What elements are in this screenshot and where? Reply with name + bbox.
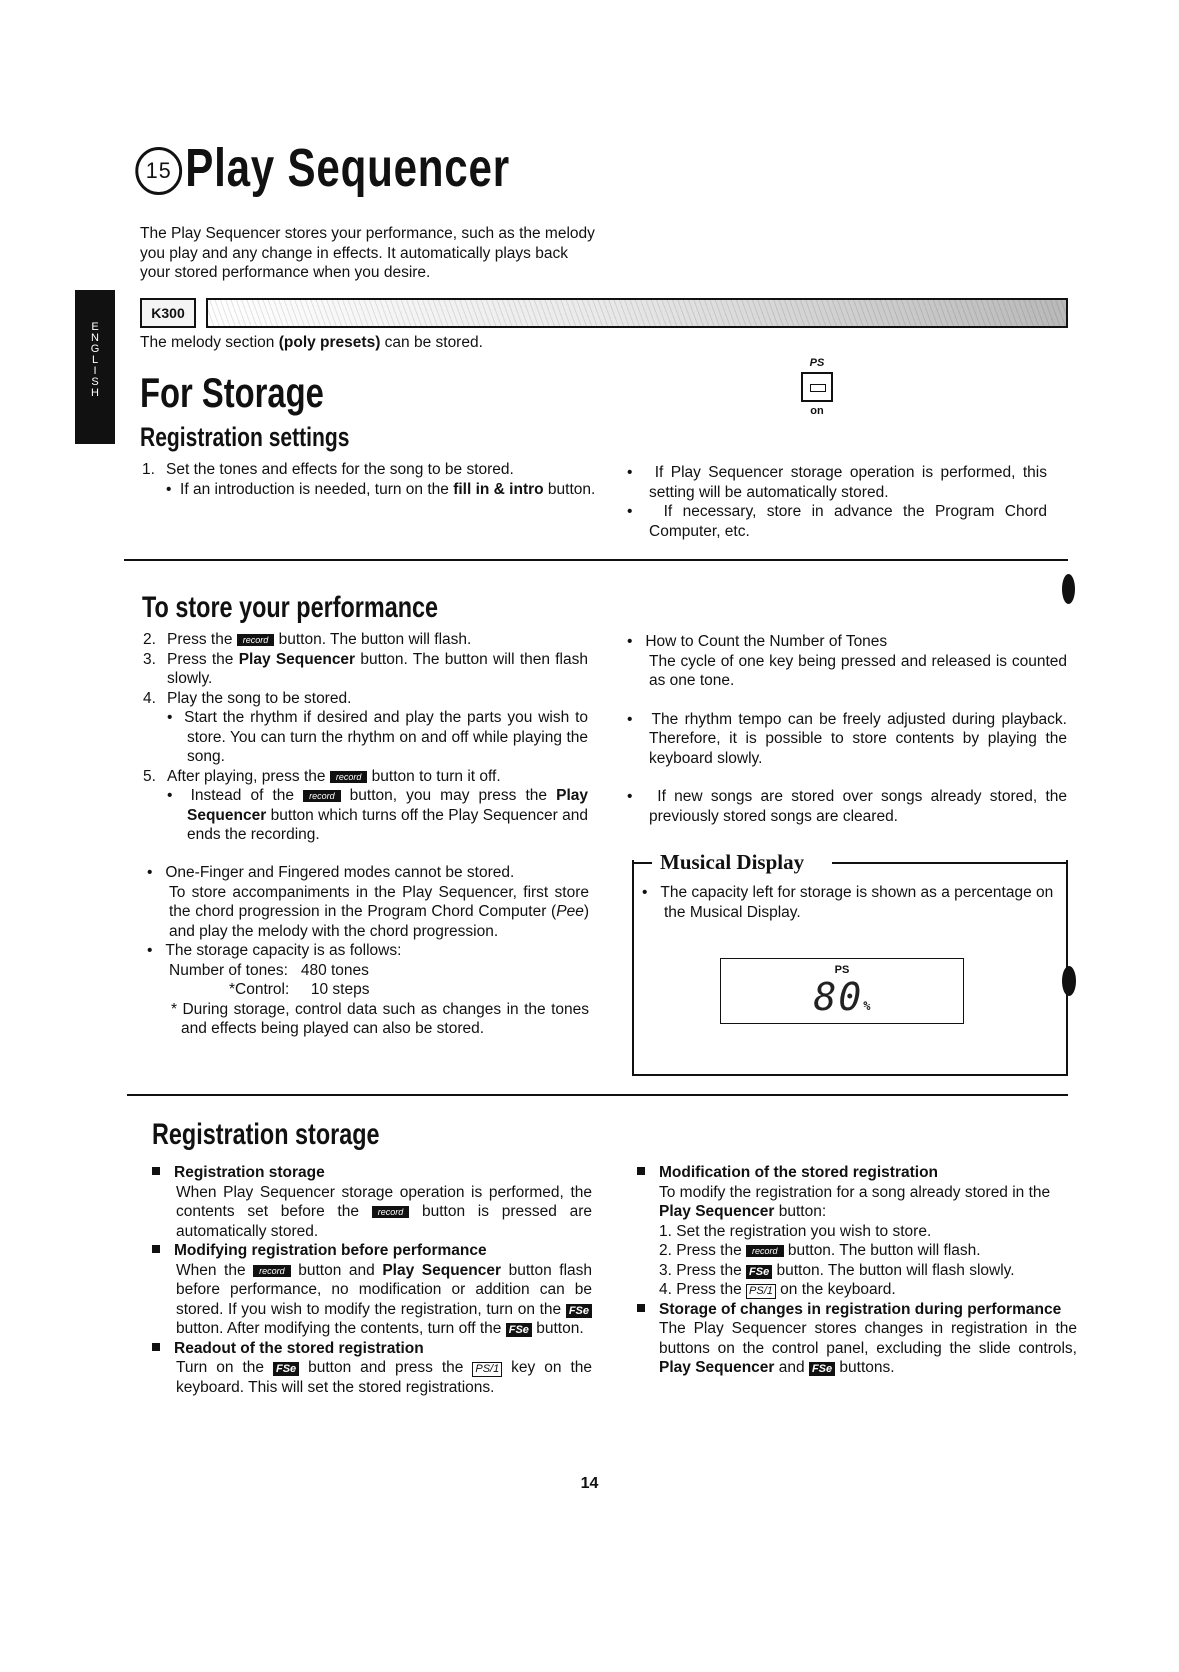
capacity-tones-value: 480 tones bbox=[300, 961, 369, 979]
language-letter: L bbox=[91, 354, 99, 366]
model-note: The melody section (poly presets) can be stored. bbox=[140, 334, 483, 351]
store-steps: 2. Press the record button. The button will flash. 3. Press the Play Sequencer button. The button will then flash slowly. 4. Play the song to be stored. • Start the rhythm if desired and play the parts you wish to store. You can turn the rhythm on and off while playing the song. 5. After playing, press the record button to turn it off. • Instead of the record button, you may press the Play Sequencer button which turns off the Play Sequencer and ends the recording. bbox=[143, 631, 588, 843]
bleed-mark bbox=[1062, 966, 1076, 996]
record-button-icon: record bbox=[303, 790, 341, 802]
language-letter: S bbox=[91, 376, 99, 388]
fs-button-icon: FSe bbox=[566, 1304, 592, 1318]
registration-storage-heading: Registration storage bbox=[152, 1118, 380, 1151]
record-button-icon: record bbox=[253, 1265, 291, 1277]
model-badge: K300 bbox=[140, 298, 196, 328]
ps-icon-label: PS bbox=[809, 357, 825, 369]
page-title bbox=[140, 138, 510, 198]
store-right-notes: • How to Count the Number of Tones The cycle of one key being pressed and released is counted as one tone. • The rhythm tempo can be freely adjusted during playback. Therefore, it is possible to store contents by playing the keyboard slowly. • If new songs are stored over songs already stored, the previously stored songs are cleared. bbox=[627, 633, 1067, 825]
musical-display-header bbox=[632, 852, 1068, 876]
ps-icon-state: on bbox=[810, 405, 824, 417]
language-tab bbox=[75, 290, 115, 444]
ps-key-icon: PS/1 bbox=[746, 1284, 776, 1299]
language-letter: H bbox=[91, 387, 99, 399]
record-button-icon: record bbox=[372, 1206, 410, 1218]
store-performance-heading: To store your performance bbox=[142, 591, 439, 624]
capacity-footnote: * During storage, control data such as changes in the tones and effects being played can also be stored. bbox=[171, 1000, 589, 1037]
record-button-icon: record bbox=[330, 771, 368, 783]
for-storage-steps: 1. Set the tones and effects for the song to be stored. • If an introduction is needed, turn on the fill in & intro button. bbox=[142, 461, 596, 498]
language-letter: N bbox=[91, 332, 99, 344]
capacity-control-label: *Control: bbox=[229, 981, 290, 998]
bleed-mark bbox=[1062, 574, 1075, 604]
for-storage-notes: • If Play Sequencer storage operation is performed, this setting will be automatically stored. • If necessary, store in advance the Program Chord Computer, etc. bbox=[627, 464, 1047, 540]
record-button-icon: record bbox=[237, 634, 275, 646]
language-letter: I bbox=[93, 365, 97, 377]
fs-button-icon: FSe bbox=[506, 1323, 532, 1337]
ps-key-icon: PS/1 bbox=[472, 1362, 502, 1377]
capacity-control-value: 10 steps bbox=[310, 981, 370, 998]
for-storage-heading: For Storage bbox=[140, 369, 324, 416]
storage-note: If Play Sequencer storage operation is performed, this setting will be automatically stored. bbox=[649, 464, 1047, 501]
lcd-value: 80 bbox=[813, 975, 864, 1019]
page-title-text: Play Sequencer bbox=[185, 138, 510, 198]
musical-display-text: • The capacity left for storage is shown as a percentage on the Musical Display. bbox=[642, 884, 1054, 921]
registration-settings-heading: Registration settings bbox=[140, 422, 350, 452]
lcd-display bbox=[720, 958, 964, 1024]
capacity-tones-label: Number of tones: bbox=[169, 961, 288, 979]
record-button-icon: record bbox=[746, 1245, 784, 1257]
intro-text: The Play Sequencer stores your performance, such as the melody you play and any change in effects. It automatically plays back your stored performance when you desire. bbox=[140, 225, 595, 281]
divider bbox=[127, 1094, 1068, 1096]
registration-left-column: Registration storage When Play Sequencer storage operation is performed, the contents set before the record button is pressed are automatically stored. Modifying registration before performance When the record button and Play Sequencer button flash before performance, no modification or addition can be stored. If you wish to modify the registration, turn on the FSe button. After modifying the contents, turn off the FSe button. Readout of the stored registration Turn on the FSe button and press the PS/1 key on the keyboard. This will set the stored registrations. bbox=[152, 1163, 592, 1397]
page-number: 14 bbox=[580, 1475, 599, 1492]
musical-display-title: Musical Display bbox=[654, 850, 810, 874]
registration-right-column: Modification of the stored registration To modify the registration for a song already stored in the Play Sequencer button: 1. Set the registration you wish to store. 2. Press the record button. The button will flash. 3. Press the FSe button. The button will flash slowly. 4. Press the PS/1 on the keyboard. Storage of changes in registration during performance The Play Sequencer stores changes in registration in the buttons on the control panel, excluding the slide controls, Play Sequencer and FSe buttons. bbox=[637, 1163, 1077, 1378]
store-notes: • One-Finger and Fingered modes cannot be stored. To store accompaniments in the Play Sequencer, first store the chord progression in the Program Chord Computer (Pee) and play the melody with the chord progression. • The storage capacity is as follows: Number of tones: 480 tones *Control: 10 steps * During storage, control data such as changes in the tones and effects being played can also be stored. bbox=[147, 864, 589, 1037]
ps-icon-box bbox=[801, 372, 833, 402]
pcc-symbol: Pee bbox=[556, 903, 584, 920]
fs-button-icon: FSe bbox=[809, 1362, 835, 1376]
language-letter: G bbox=[90, 343, 100, 355]
lcd-label: PS bbox=[834, 964, 850, 976]
storage-note: If necessary, store in advance the Program Chord Computer, etc. bbox=[649, 503, 1047, 540]
fs-button-icon: FSe bbox=[746, 1265, 772, 1279]
divider bbox=[124, 559, 1068, 561]
lcd-unit: % bbox=[863, 999, 871, 1013]
ps-button-icon bbox=[786, 356, 848, 418]
chapter-number: 15 bbox=[135, 147, 182, 195]
language-letter: E bbox=[91, 321, 99, 333]
fs-button-icon: FSe bbox=[273, 1362, 299, 1376]
decorative-stripe bbox=[206, 298, 1068, 328]
